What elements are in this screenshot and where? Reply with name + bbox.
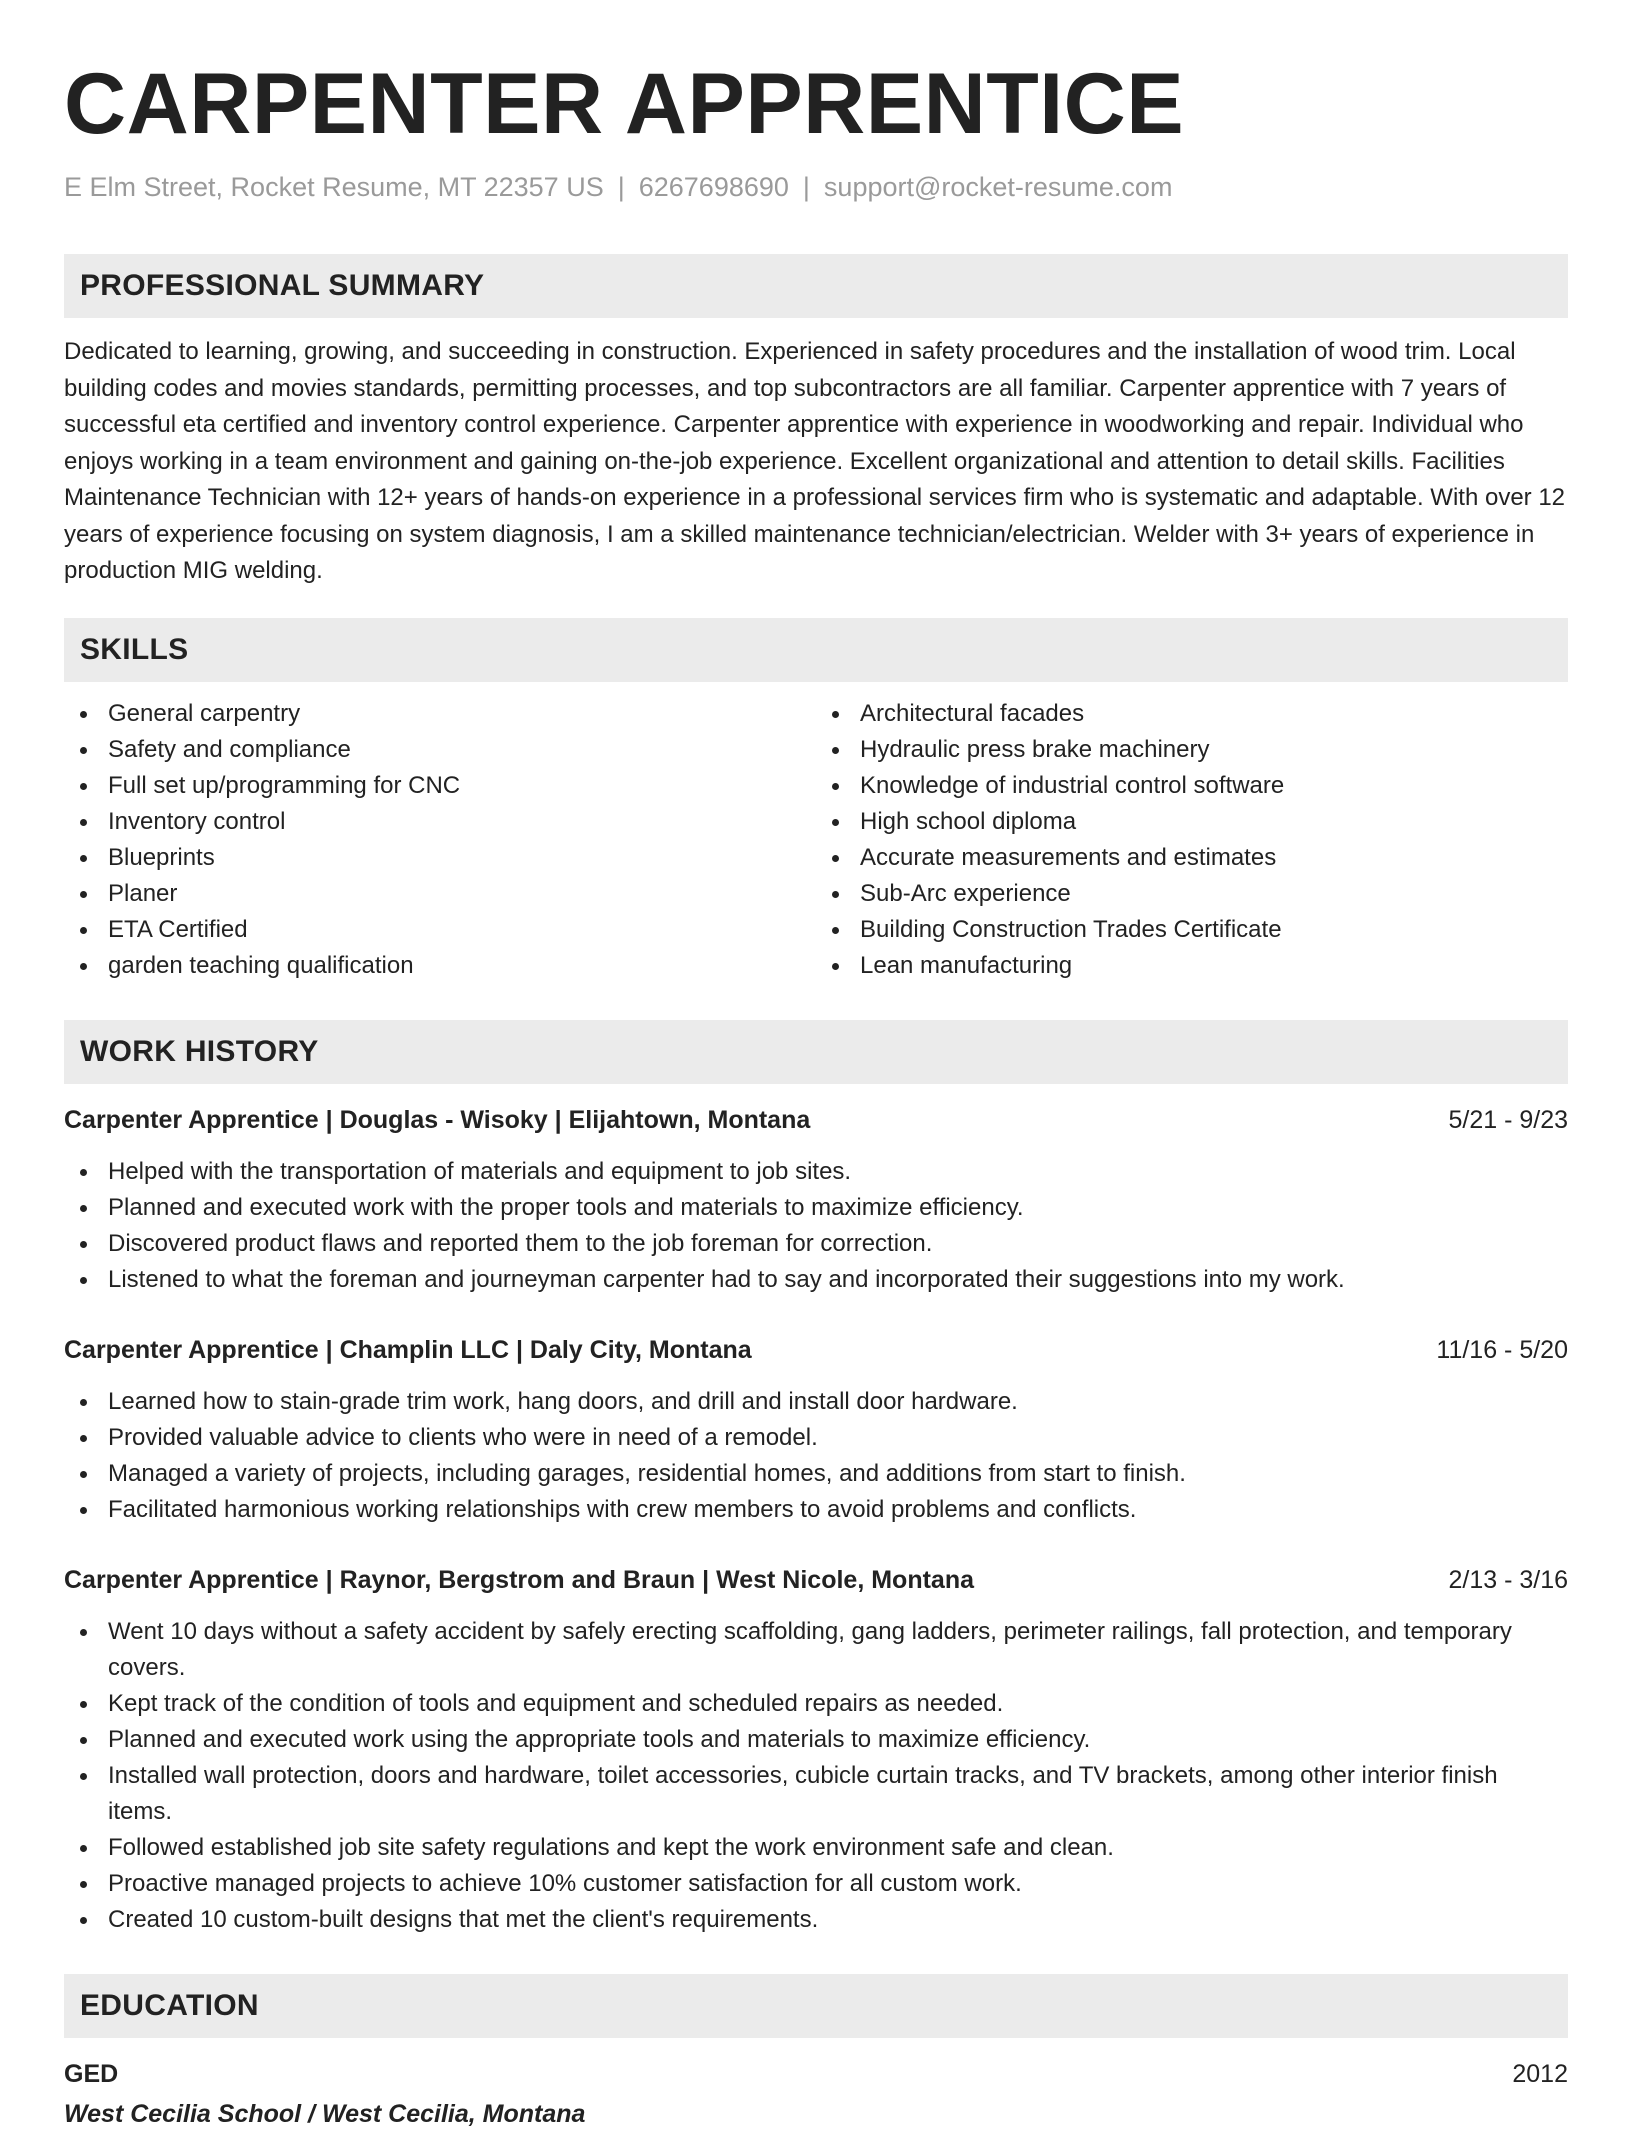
education-school: West Cecilia School / West Cecilia, Montana — [64, 2099, 586, 2128]
education-section-header: EDUCATION — [64, 1974, 1568, 2038]
job-bullet: Kept track of the condition of tools and equipment and scheduled repairs as needed. — [64, 1686, 1568, 1722]
job-bullet: Listened to what the foreman and journeyman carpenter had to say and incorporated their suggestions into my work. — [64, 1262, 1568, 1298]
skill-item: Hydraulic press brake machinery — [816, 732, 1568, 768]
summary-paragraph: Dedicated to learning, growing, and succeeding in construction. Experienced in safety procedures and the installation of wood trim. Local building codes and movies standards, permitting processes, and top subcontractors are all familiar. Carpenter apprentice with 7 years of successful eta certified and inventory control experience. Carpenter apprentice with experience in woodworking and repair. Individual who enjoys working in a team environment and gaining on-the-job experience. Excellent organizational and attention to detail skills. Facilities Maintenance Technician with 12+ years of hands-on experience in a professional services firm who is systematic and adaptable. With over 12 years of experience focusing on system diagnosis, I am a skilled maintenance technician/electrician. Welder with 3+ years of experience in production MIG welding. — [64, 338, 1566, 584]
contact-separator: | — [617, 172, 625, 202]
job-bullet: Proactive managed projects to achieve 10% customer satisfaction for all custom work. — [64, 1866, 1568, 1902]
job-bullet: Installed wall protection, doors and hardware, toilet accessories, cubicle curtain tracks, and TV brackets, among other interior finish items. — [64, 1758, 1568, 1830]
job-bullet: Planned and executed work using the appropriate tools and materials to maximize efficiency. — [64, 1722, 1568, 1758]
job-header — [64, 1562, 1568, 1598]
job-header — [64, 1102, 1568, 1138]
education-year: 2012 — [1512, 2059, 1568, 2088]
skill-item: General carpentry — [64, 696, 816, 732]
job-bullets — [64, 1154, 1568, 1298]
contact-line — [64, 170, 1568, 204]
skills-list-right — [816, 696, 1568, 984]
job-entry — [64, 1562, 1568, 1938]
job-bullet: Provided valuable advice to clients who were in need of a remodel. — [64, 1420, 1568, 1456]
job-title: Carpenter Apprentice | Raynor, Bergstrom and Braun | West Nicole, Montana — [64, 1565, 974, 1594]
skill-item: Inventory control — [64, 804, 816, 840]
job-bullet: Went 10 days without a safety accident by safely erecting scaffolding, gang ladders, perimeter railings, fall protection, and temporary covers. — [64, 1614, 1568, 1686]
contact-separator: | — [802, 172, 810, 202]
education-degree: GED — [64, 2059, 119, 2088]
job-entry — [64, 1332, 1568, 1528]
skill-item: garden teaching qualification — [64, 948, 816, 984]
job-bullet: Discovered product flaws and reported them to the job foreman for correction. — [64, 1226, 1568, 1262]
job-entry — [64, 1102, 1568, 1298]
skill-item: Planer — [64, 876, 816, 912]
job-bullets — [64, 1614, 1568, 1938]
contact-address: E Elm Street, Rocket Resume, MT 22357 US — [64, 172, 604, 202]
contact-email: support@rocket-resume.com — [823, 172, 1173, 202]
skill-item: Accurate measurements and estimates — [816, 840, 1568, 876]
job-dates: 2/13 - 3/16 — [1448, 1565, 1568, 1594]
job-bullet: Created 10 custom-built designs that met the client's requirements. — [64, 1902, 1568, 1938]
resume-name-heading: CARPENTER APPRENTICE — [64, 56, 1185, 152]
skill-item: Architectural facades — [816, 696, 1568, 732]
skill-item: Building Construction Trades Certificate — [816, 912, 1568, 948]
skill-item: Sub-Arc experience — [816, 876, 1568, 912]
job-bullet: Helped with the transportation of materials and equipment to job sites. — [64, 1154, 1568, 1190]
skill-item: Full set up/programming for CNC — [64, 768, 816, 804]
job-title: Carpenter Apprentice | Douglas - Wisoky | Elijahtown, Montana — [64, 1105, 811, 1134]
summary-section-header: PROFESSIONAL SUMMARY — [64, 254, 1568, 318]
contact-phone: 6267698690 — [638, 172, 789, 202]
job-dates: 11/16 - 5/20 — [1436, 1335, 1568, 1364]
job-bullet: Learned how to stain-grade trim work, hang doors, and drill and install door hardware. — [64, 1384, 1568, 1420]
job-title: Carpenter Apprentice | Champlin LLC | Daly City, Montana — [64, 1335, 752, 1364]
work-history-section-header: WORK HISTORY — [64, 1020, 1568, 1084]
skills-list-left — [64, 696, 816, 984]
skill-item: Blueprints — [64, 840, 816, 876]
skill-item: High school diploma — [816, 804, 1568, 840]
job-header — [64, 1332, 1568, 1368]
education-entry — [64, 2056, 1568, 2132]
job-bullet: Planned and executed work with the proper tools and materials to maximize efficiency. — [64, 1190, 1568, 1226]
skills-section-header: SKILLS — [64, 618, 1568, 682]
job-bullet: Facilitated harmonious working relationships with crew members to avoid problems and conflicts. — [64, 1492, 1568, 1528]
job-dates: 5/21 - 9/23 — [1448, 1105, 1568, 1134]
skill-item: Safety and compliance — [64, 732, 816, 768]
skills-grid — [64, 696, 1568, 984]
skill-item: ETA Certified — [64, 912, 816, 948]
job-bullet: Followed established job site safety regulations and kept the work environment safe and clean. — [64, 1830, 1568, 1866]
job-bullets — [64, 1384, 1568, 1528]
skill-item: Lean manufacturing — [816, 948, 1568, 984]
job-bullet: Managed a variety of projects, including garages, residential homes, and additions from start to finish. — [64, 1456, 1568, 1492]
skill-item: Knowledge of industrial control software — [816, 768, 1568, 804]
education-header — [64, 2056, 1568, 2092]
